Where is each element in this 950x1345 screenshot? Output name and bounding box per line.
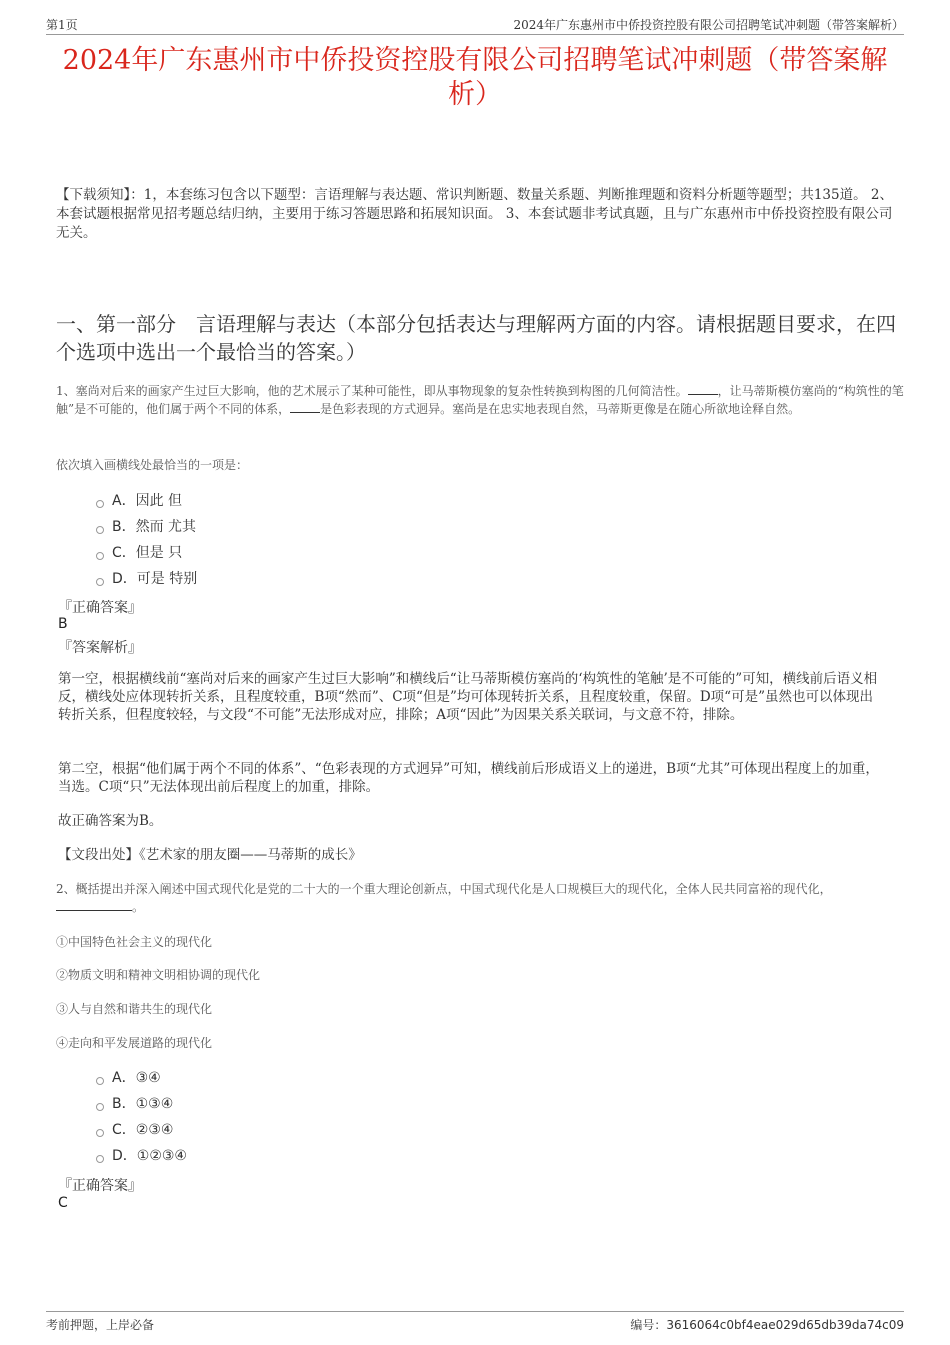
question-2-stem: 2、概括提出并深入阐述中国式现代化是党的二十大的一个重大理论创新点，中国式现代化是人口规模巨大的现代化，全体人民共同富裕的现代化，。: [56, 882, 832, 914]
text-source: 【文段出处】《艺术家的朋友圈——马蒂斯的成长》: [58, 847, 362, 863]
radio-icon[interactable]: [96, 1103, 104, 1111]
question-2-item-3: ③人与自然和谐共生的现代化: [56, 1002, 213, 1016]
download-notice: 【下载须知】：1，本套练习包含以下题型：言语理解与表达题、常识判断题、数量关系题、判断推理题和资料分析题等题型；共135道。 2、本套试题根据常见招考题总结归纳，主要用于练习答题思路和拓展知识面。 3、本套试题非考试真题，且与广东惠州市中侨投资控股有限公司无关。: [56, 187, 893, 241]
header-doc-title: 2024年广东惠州市中侨投资控股有限公司招聘笔试冲刺题（带答案解析）: [513, 18, 904, 32]
option-c[interactable]: C．②③④: [96, 1117, 187, 1143]
question-2-item-1: ①中国特色社会主义的现代化: [56, 935, 213, 949]
option-a[interactable]: A．因此 但: [96, 488, 197, 514]
option-c[interactable]: C．但是 只: [96, 540, 197, 566]
question-1-stem: 1、塞尚对后来的画家产生过巨大影响，他的艺术展示了某种可能性，即从事物现象的复杂性转换到构图的几何简洁性。 ，让马蒂斯模仿塞尚的“构筑性的笔触”是不可能的，他们属于两个不同的体系， 是色彩表现的方式迥异。塞尚是在忠实地表现自然，马蒂斯更像是在随心所欲地诠释自然。: [56, 384, 904, 416]
analysis-conclusion: 故正确答案为B。: [58, 813, 163, 829]
option-d[interactable]: D．①②③④: [96, 1143, 187, 1169]
option-d[interactable]: D．可是 特别: [96, 566, 197, 592]
analysis-paragraph-2: 第二空，根据“他们属于两个不同的体系”、“色彩表现的方式迥异”可知，横线前后形成语义上的递进，B项“尤其”可体现出程度上的加重，当选。C项“只”无法体现出前后程度上的加重，排除。: [58, 761, 879, 795]
analysis-paragraph-1: 第一空，根据横线前“塞尚对后来的画家产生过巨大影响”和横线后“让马蒂斯模仿塞尚的‘构筑性的笔触’是不可能的”可知，横线前后语义相反，横线处应体现转折关系，且程度较重，B项“然而”、C项“但是”均可体现转折关系，且程度较重，保留。D项“可是”虽然也可以体现出转折关系，但程度较轻，与文段“不可能”无法形成对应，排除；A项“因此”为因果关系关联词，与文意不符，排除。: [58, 671, 878, 723]
section-heading: 一、第一部分 言语理解与表达（本部分包括表达与理解两方面的内容。请根据题目要求，在四个选项中选出一个最恰当的答案。）: [56, 312, 896, 364]
footer-doc-id: 编号：3616064c0bf4eae029d65db39da74c09: [630, 1318, 904, 1332]
answer-value: B: [58, 616, 68, 632]
question-2-item-4: ④走向和平发展道路的现代化: [56, 1036, 213, 1050]
question-1-prompt: 依次填入画横线处最恰当的一项是：: [56, 458, 249, 472]
blank-1: [688, 382, 718, 395]
blank-2: [290, 400, 320, 413]
answer-value: C: [58, 1195, 68, 1211]
page-footer: [46, 1311, 904, 1336]
radio-icon[interactable]: [96, 526, 104, 534]
question-1-options: [96, 488, 197, 592]
option-a[interactable]: A．③④: [96, 1065, 187, 1091]
page-header: [46, 14, 904, 35]
blank-3: [56, 898, 132, 911]
question-2-item-2: ②物质文明和精神文明相协调的现代化: [56, 968, 261, 982]
analysis-label: 『答案解析』: [58, 640, 142, 656]
radio-icon[interactable]: [96, 578, 104, 586]
page-title: 2024年广东惠州市中侨投资控股有限公司招聘笔试冲刺题（带答案解析）: [62, 45, 888, 110]
option-b[interactable]: B．然而 尤其: [96, 514, 197, 540]
radio-icon[interactable]: [96, 1155, 104, 1163]
option-b[interactable]: B．①③④: [96, 1091, 187, 1117]
radio-icon[interactable]: [96, 1077, 104, 1085]
footer-slogan: 考前押题，上岸必备: [46, 1318, 155, 1332]
radio-icon[interactable]: [96, 552, 104, 560]
radio-icon[interactable]: [96, 1129, 104, 1137]
page-number: 第1页: [46, 18, 78, 32]
question-2-options: [96, 1065, 187, 1169]
answer-label: 『正确答案』: [58, 1178, 142, 1194]
answer-label: 『正确答案』: [58, 600, 142, 616]
radio-icon[interactable]: [96, 500, 104, 508]
